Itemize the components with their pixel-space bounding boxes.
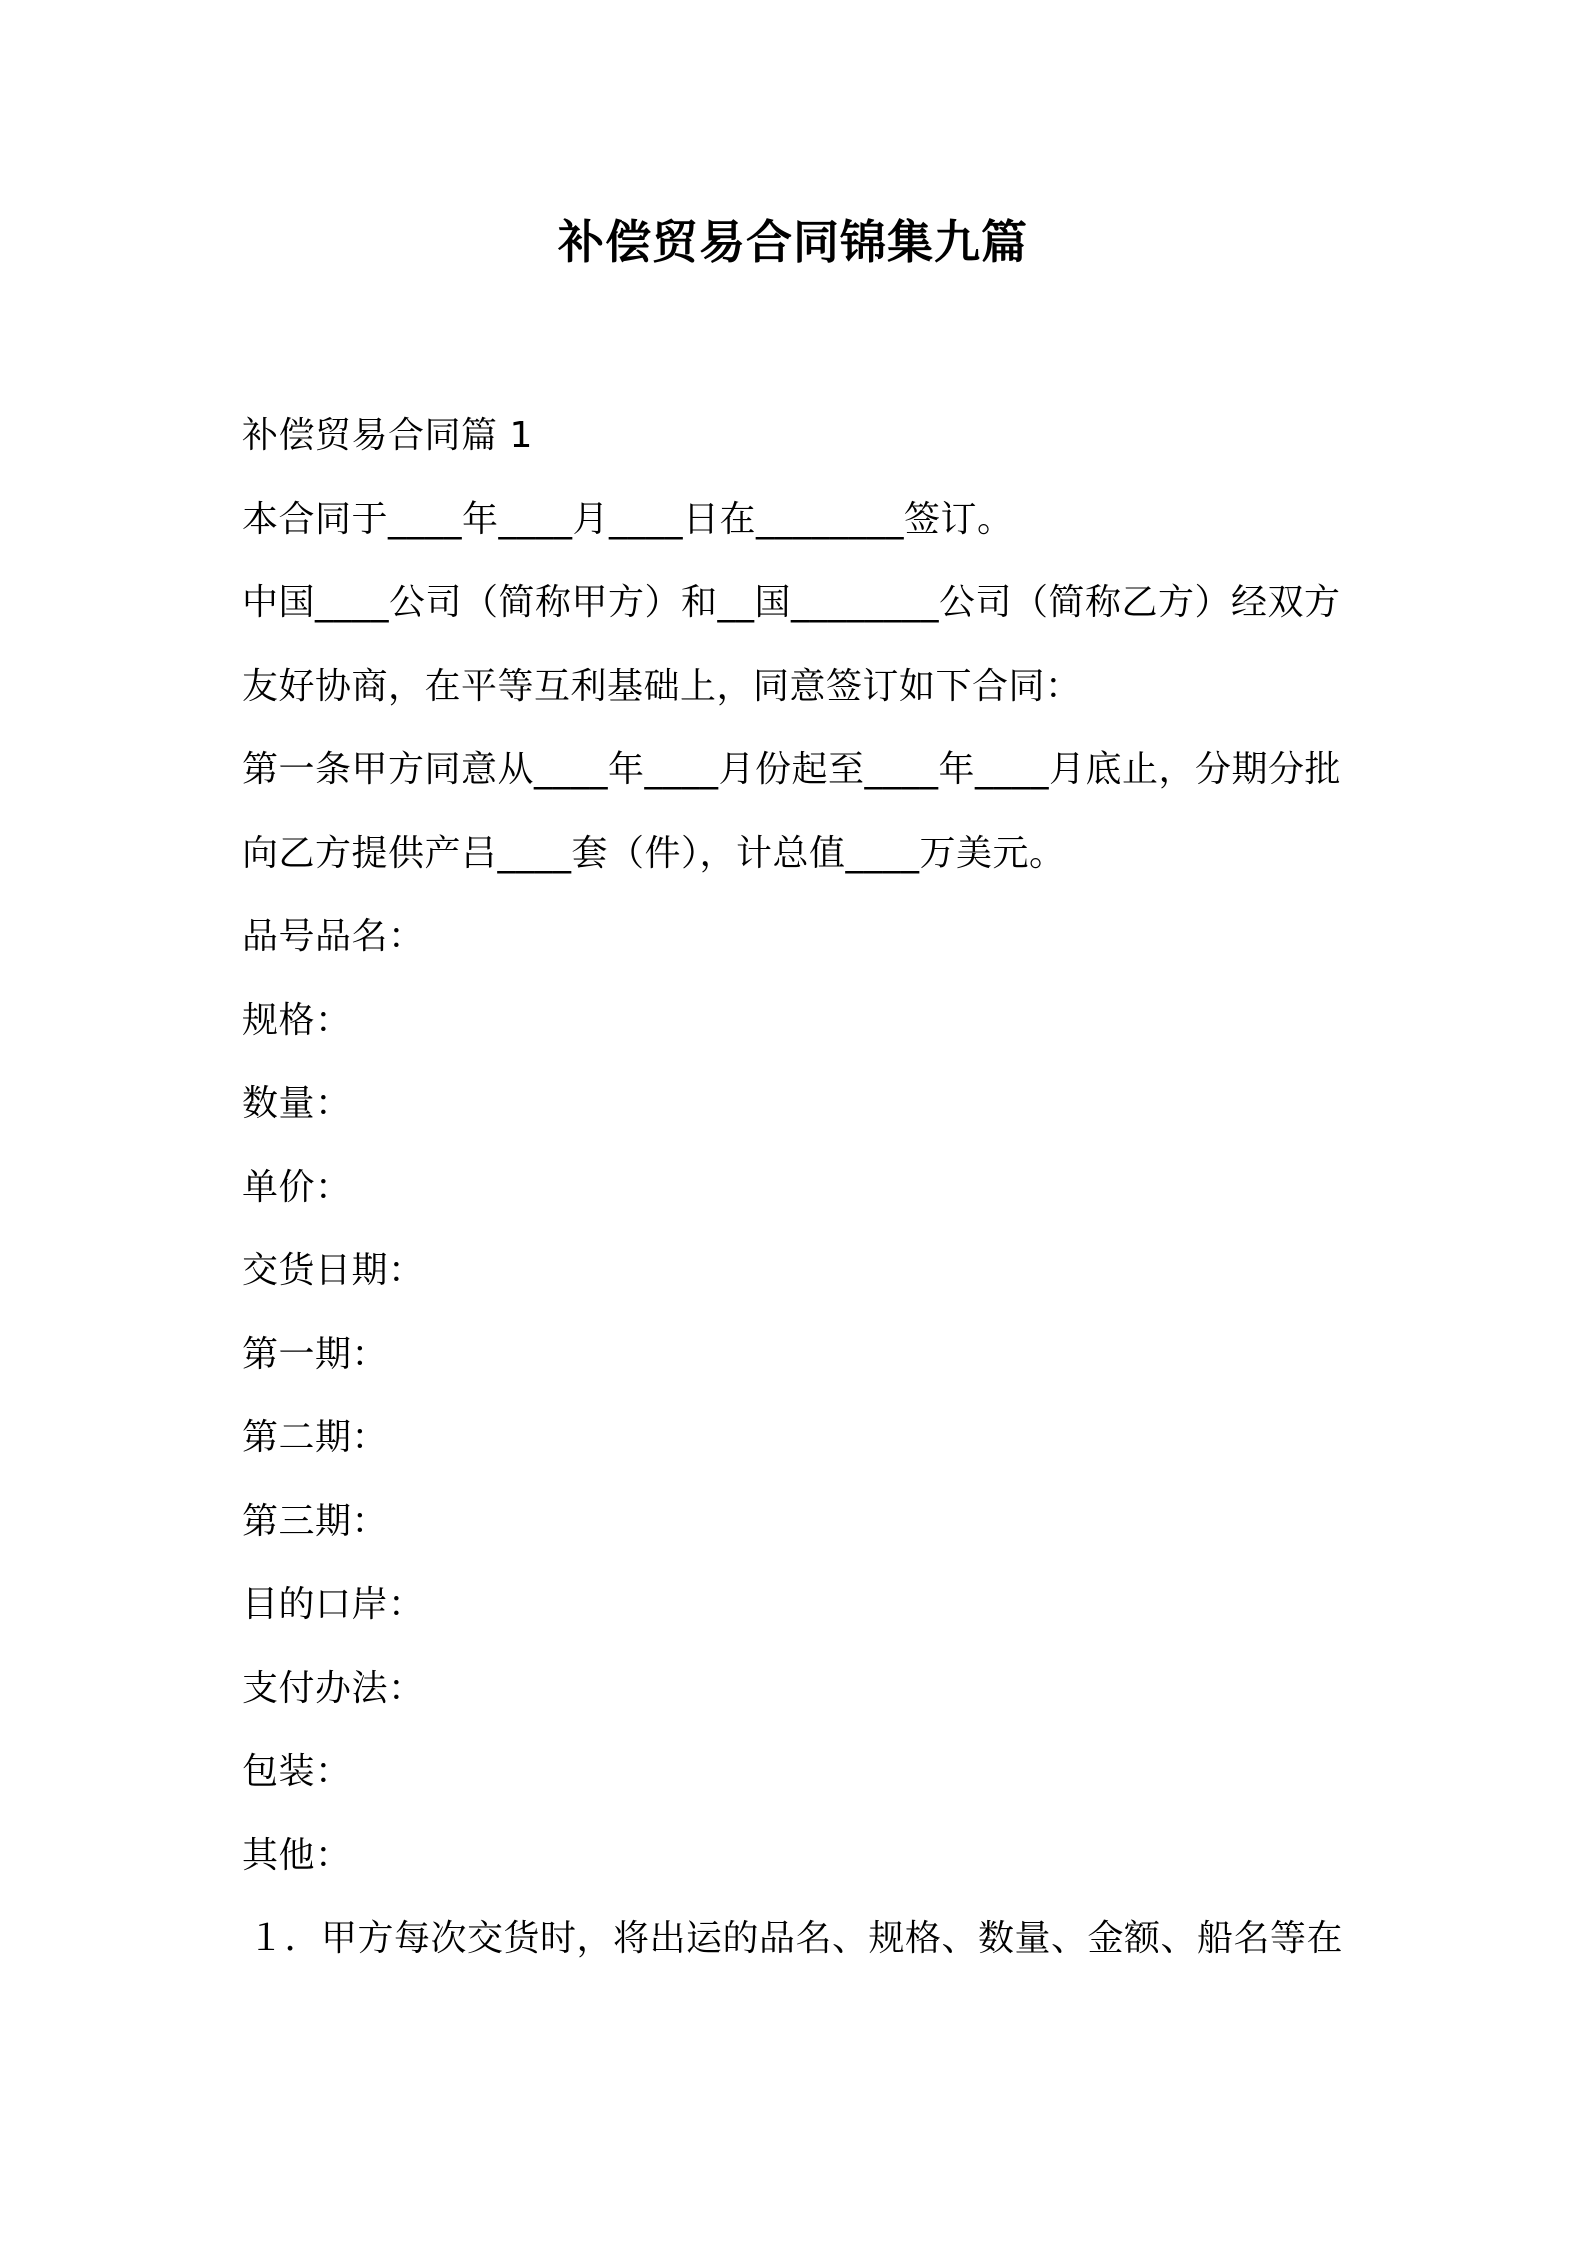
field-label-unit-price: 单价：	[242, 1166, 352, 1208]
field-label-payment-method: 支付办法：	[242, 1667, 425, 1709]
document-body	[242, 406, 1362, 1993]
paragraph-line: 第一条甲方同意从____年____月份起至____年____月底止，分期分批	[242, 749, 1342, 790]
field-label-spec: 规格：	[242, 999, 352, 1041]
paragraph-line: 友好协商，在平等互利基础上，同意签订如下合同：	[242, 665, 1082, 707]
field-label-phase-1: 第一期：	[242, 1333, 389, 1375]
document-title: 补偿贸易合同锦集九篇	[558, 215, 1028, 269]
field-label-quantity: 数量：	[242, 1083, 352, 1124]
paragraph-line: 本合同于____年____月____日在________签订。	[242, 498, 1014, 540]
field-label-phase-2: 第二期：	[242, 1417, 389, 1458]
numbered-clause: １．甲方每次交货时，将出运的品名、规格、数量、金额、船名等在	[248, 1918, 1344, 1959]
field-label-delivery-date: 交货日期：	[242, 1250, 425, 1291]
field-label-packaging: 包装：	[242, 1751, 352, 1792]
field-label-phase-3: 第三期：	[242, 1500, 389, 1542]
section-heading: 补偿贸易合同篇 1	[242, 415, 533, 456]
field-label-product-name: 品号品名：	[242, 916, 425, 957]
paragraph-line: 向乙方提供产吕____套（件），计总值____万美元。	[242, 832, 1066, 874]
field-label-other: 其他：	[242, 1834, 352, 1876]
field-label-destination-port: 目的口岸：	[242, 1584, 425, 1625]
paragraph-line: 中国____公司（简称甲方）和__国________公司（简称乙方）经双方	[242, 582, 1341, 623]
